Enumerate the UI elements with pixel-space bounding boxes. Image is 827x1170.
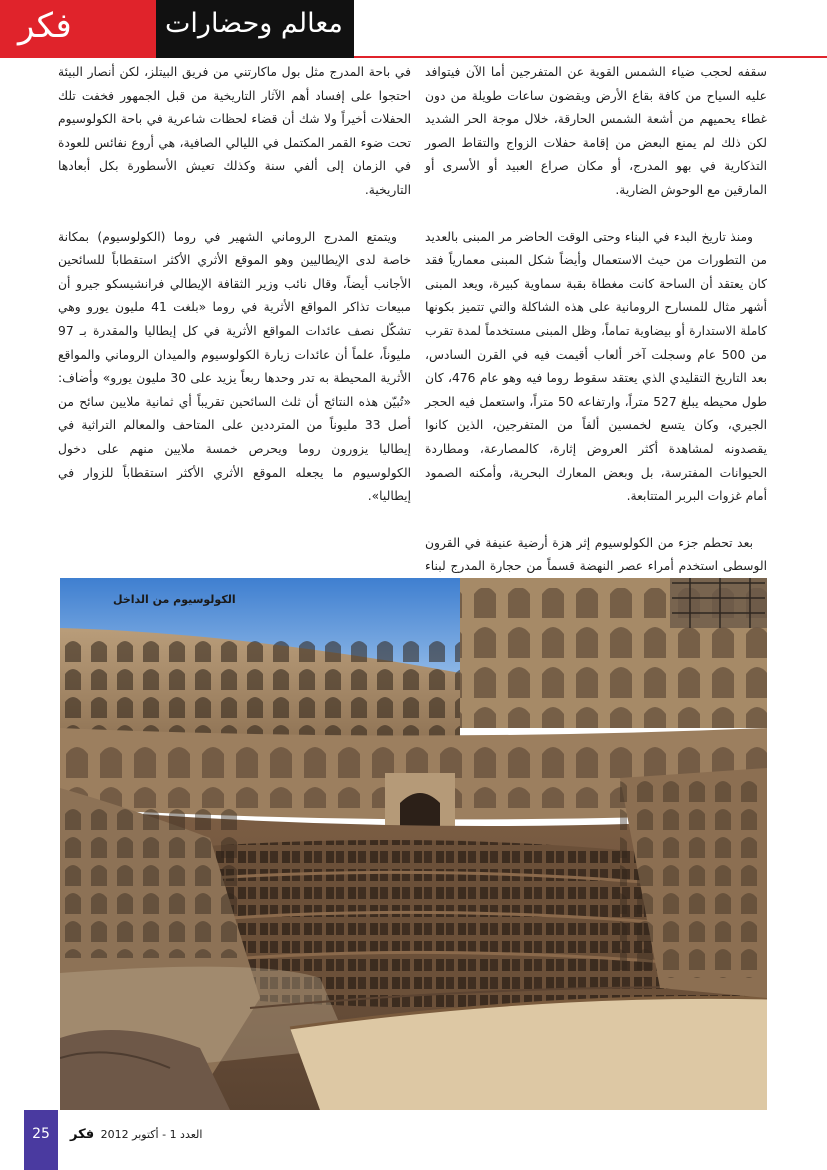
left-paragraph-1: في باحة المدرج مثل بول ماكارتني من فريق البيتلز، لكن أنصار البيئة احتجوا على إفساد أهم الآثار التاريخية من قبل الجمهور فخفت تلك الحفلات أخيراً ولا شك أن قضاء لحظات شاعرية في باحة الكولوسيوم تحت ضوء القمر المكتمل في الليالي الصافية، هي أروع نفائس للعودة في الزمان إلى ألفي سنة وكذلك تعيش الأسطورة بكل أبعادها التاريخية. (58, 65, 411, 197)
right-paragraph-1: سقفه لحجب ضياء الشمس القوية عن المتفرجين أما الآن فيتوافد عليه السياح من كافة بقاع الأرض ويقضون ساعات طويلة من دون غطاء يحميهم من أشعة الشمس الحارقة، خلال موجة الحر الشديد لكن ذلك لم يمنع البعض من إقامة حفلات الزواج والتقاط الصور التذكارية في بهو المدرج، أو مكان صراع العبيد أو الأسرى أو المارقين مع الوحوش الضارية. (425, 65, 767, 197)
right-paragraph-3: بعد تحطم جزء من الكولوسيوم إثر هزة أرضية عنيفة في القرون الوسطى استخدم أمراء عصر النهضة قسماً من حجارة المدرج لبناء (425, 535, 767, 574)
footer-issue: العدد 1 - أكتوبر 2012 (100, 1128, 203, 1141)
footer-issue-info (70, 1127, 202, 1142)
magazine-logo: فكر (18, 6, 72, 46)
header-rule (354, 56, 827, 58)
colosseum-photo (60, 578, 767, 1110)
page-header (0, 0, 827, 58)
right-paragraph-2: ومنذ تاريخ البدء في البناء وحتى الوقت الحاضر مر المبنى بالعديد من التطورات من حيث الاستعمال وأيضاً شكل المبنى معمارياً فقد كان يعتقد أن الساحة كانت مغطاة بقبة سماوية كبيرة، ويعد المبنى أشهر مثال للمسارح الرومانية على هذه الشاكلة والتي تتميز بكونها كاملة الاستدارة أو بيضاوية تماماً، وظل المبنى مستخدماً لمدة تقرب من 500 عام وسجلت آخر ألعاب أقيمت فيه في القرن السادس، بعد التاريخ التقليدي الذي يعتقد سقوط روما فيه وهو عام 476، كان طول محيطه يبلغ 527 متراً، وارتفاعه 50 متراً، واستعمل فيه الحجر الجيري، وكان يتسع لخمسين ألفاً من المتفرجين، الذين كانوا يقصدونه لمشاهدة أكثر العروض إثارة، كالمصارعة، ومطاردة الحيوانات المفترسة، بل وبعض المعارك البحرية، وأمكنه الصمود أمام غزوات البربر المتتابعة. (425, 229, 768, 504)
footer-brand: فكر (70, 1127, 95, 1142)
brand-block (0, 0, 156, 58)
section-block (156, 0, 354, 58)
photo-caption: الكولوسيوم من الداخل (113, 593, 236, 606)
left-paragraph-2: ويتمتع المدرج الروماني الشهير في روما (الكولوسيوم) بمكانة خاصة لدى الإيطاليين وهو الموقع الأثري الأكثر استقطاباً للسائحين الأجانب أيضاً، وقال نائب وزير الثقافة الإيطالي فرانشيسكو جيرو أن مبيعات تذاكر المواقع الأثرية في روما «بلغت 41 مليون يورو وهي تشكّل نصف عائدات المواقع الأثرية في كل إيطاليا والمقدرة بـ 97 مليوناً، علماً أن عائدات زيارة الكولوسيوم والميدان الروماني والمواقع الأثرية المحيطة به تدر وحدها ربعاً يزيد على 30 مليون يورو» وأضاف: «تُبيّن هذه النتائج أن ثلث السائحين تقريباً أي ثمانية ملايين سائح من أصل 33 مليوناً من المترددين على المتاحف والمعالم التراثية في إيطاليا يزورون روما ويحرص خمسة ملايين منهم على دخول الكولوسيوم ما يجعله الموقع الأثري الأكثر استقطاباً للزوار في إيطاليا». (58, 229, 411, 504)
page-number: 25 (32, 1126, 50, 1142)
left-column (58, 61, 411, 509)
section-title: معالم وحضارات (165, 8, 343, 39)
